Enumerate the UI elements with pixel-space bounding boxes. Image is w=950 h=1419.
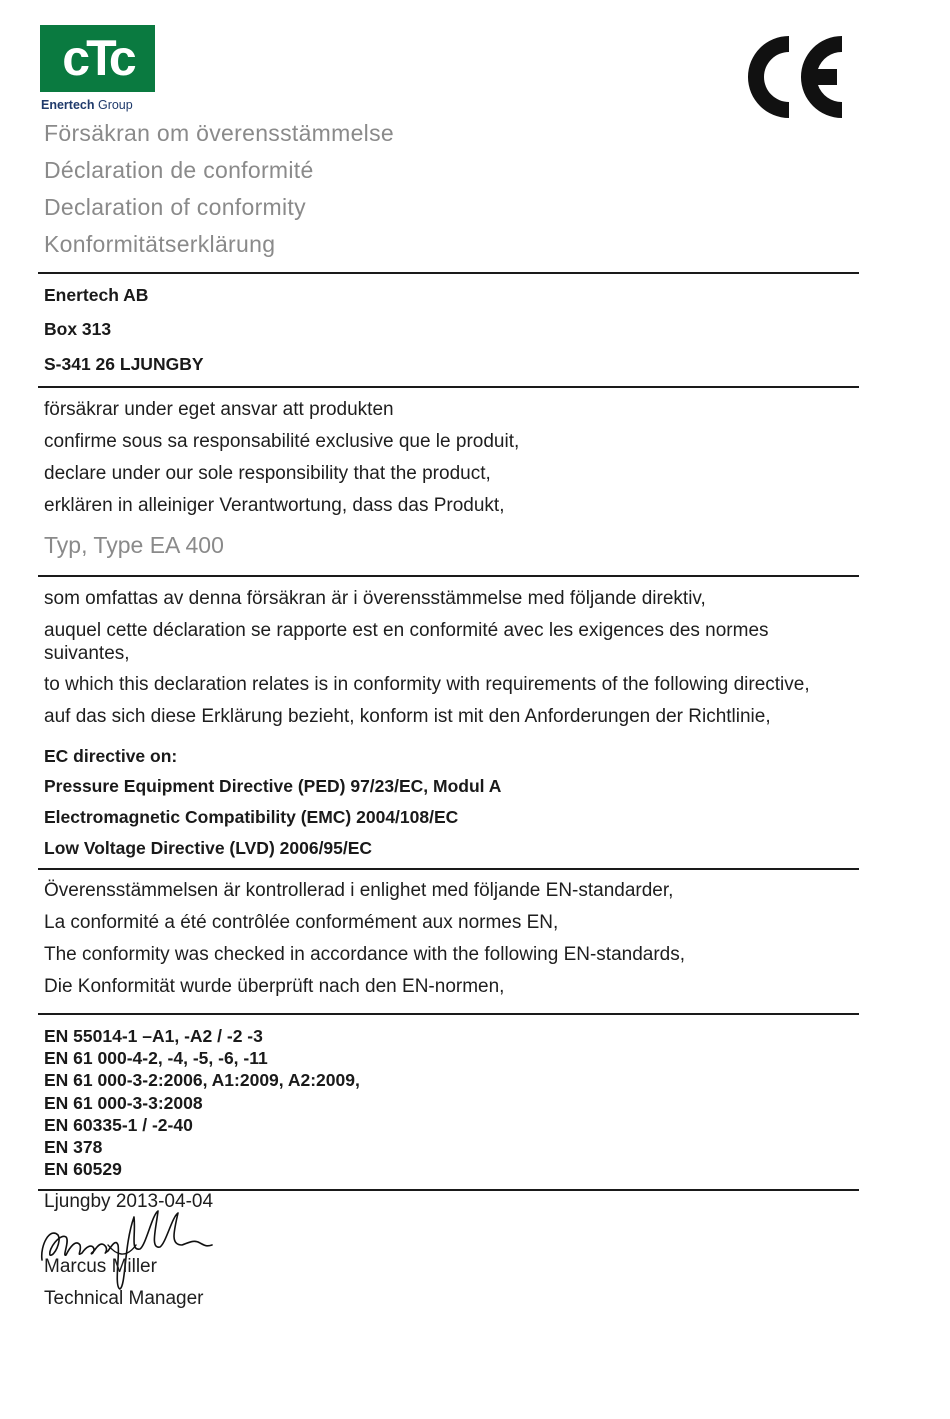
logo-group-text <box>41 98 133 112</box>
checked-line-fr: La conformité a été contrôlée conformément aux normes EN, <box>44 912 559 933</box>
declare-line-fr: confirme sous sa responsabilité exclusive que le produit, <box>44 431 520 452</box>
standards-list <box>44 1025 360 1180</box>
title-english: Declaration of conformity <box>44 194 306 220</box>
standard-item: EN 60529 <box>44 1159 122 1180</box>
ctc-enertech-logo <box>40 25 158 115</box>
divider <box>38 575 859 577</box>
standard-item: EN 61 000-4-2, -4, -5, -6, -11 <box>44 1048 268 1069</box>
title-french: Déclaration de conformité <box>44 157 314 183</box>
logo-group-light: Group <box>94 98 133 112</box>
title-swedish: Försäkran om överensstämmelse <box>44 120 394 146</box>
logo-group-bold: Enertech <box>41 98 95 112</box>
directive-lvd: Low Voltage Directive (LVD) 2006/95/EC <box>44 838 373 858</box>
directives-heading: EC directive on: <box>44 746 178 766</box>
standard-item: EN 378 <box>44 1137 103 1158</box>
checked-line-de: Die Konformität wurde überprüft nach den EN-normen, <box>44 976 505 997</box>
company-box: Box 313 <box>44 319 112 339</box>
conformity-line-en: to which this declaration relates is in conformity with requirements of the following directive, <box>44 674 810 695</box>
standard-item: EN 61 000-3-2:2006, A1:2009, A2:2009, <box>44 1070 360 1091</box>
standard-item: EN 55014-1 –A1, -A2 / -2 -3 <box>44 1026 263 1046</box>
signatory-role: Technical Manager <box>44 1288 204 1309</box>
standard-item: EN 60335-1 / -2-40 <box>44 1114 193 1135</box>
logo-letters: cTc <box>62 30 133 86</box>
conformity-line-fr: auquel cette déclaration se rapporte est en conformité avec les exigences des normes suivantes, <box>44 620 769 664</box>
standard-item: EN 61 000-3-3:2008 <box>44 1092 203 1113</box>
ce-mark-icon <box>742 28 846 126</box>
checked-line-sv: Överensstämmelsen är kontrollerad i enlighet med följande EN-standarder, <box>44 880 674 901</box>
company-name: Enertech AB <box>44 285 149 305</box>
declare-line-sv: försäkrar under eget ansvar att produkten <box>44 399 394 420</box>
place-date: Ljungby 2013-04-04 <box>44 1191 214 1212</box>
directive-ped: Pressure Equipment Directive (PED) 97/23/EC, Modul A <box>44 776 502 796</box>
declare-line-de: erklären in alleiniger Verantwortung, dass das Produkt, <box>44 495 505 516</box>
checked-line-en: The conformity was checked in accordance with the following EN-standards, <box>44 944 686 965</box>
divider <box>38 272 859 274</box>
divider <box>38 1013 859 1015</box>
declare-line-en: declare under our sole responsibility that the product, <box>44 463 491 484</box>
divider <box>38 386 859 388</box>
directive-emc: Electromagnetic Compatibility (EMC) 2004/108/EC <box>44 807 459 827</box>
company-city: S-341 26 LJUNGBY <box>44 354 204 374</box>
divider <box>38 868 859 870</box>
signatory-name: Marcus Miller <box>44 1256 157 1277</box>
title-german: Konformitätserklärung <box>44 231 276 257</box>
conformity-line-de: auf das sich diese Erklärung bezieht, konform ist mit den Anforderungen der Richtlinie, <box>44 706 771 727</box>
product-type: Typ, Type EA 400 <box>44 532 224 558</box>
conformity-line-sv: som omfattas av denna försäkran är i överensstämmelse med följande direktiv, <box>44 588 706 609</box>
handwritten-signature <box>36 1205 216 1295</box>
